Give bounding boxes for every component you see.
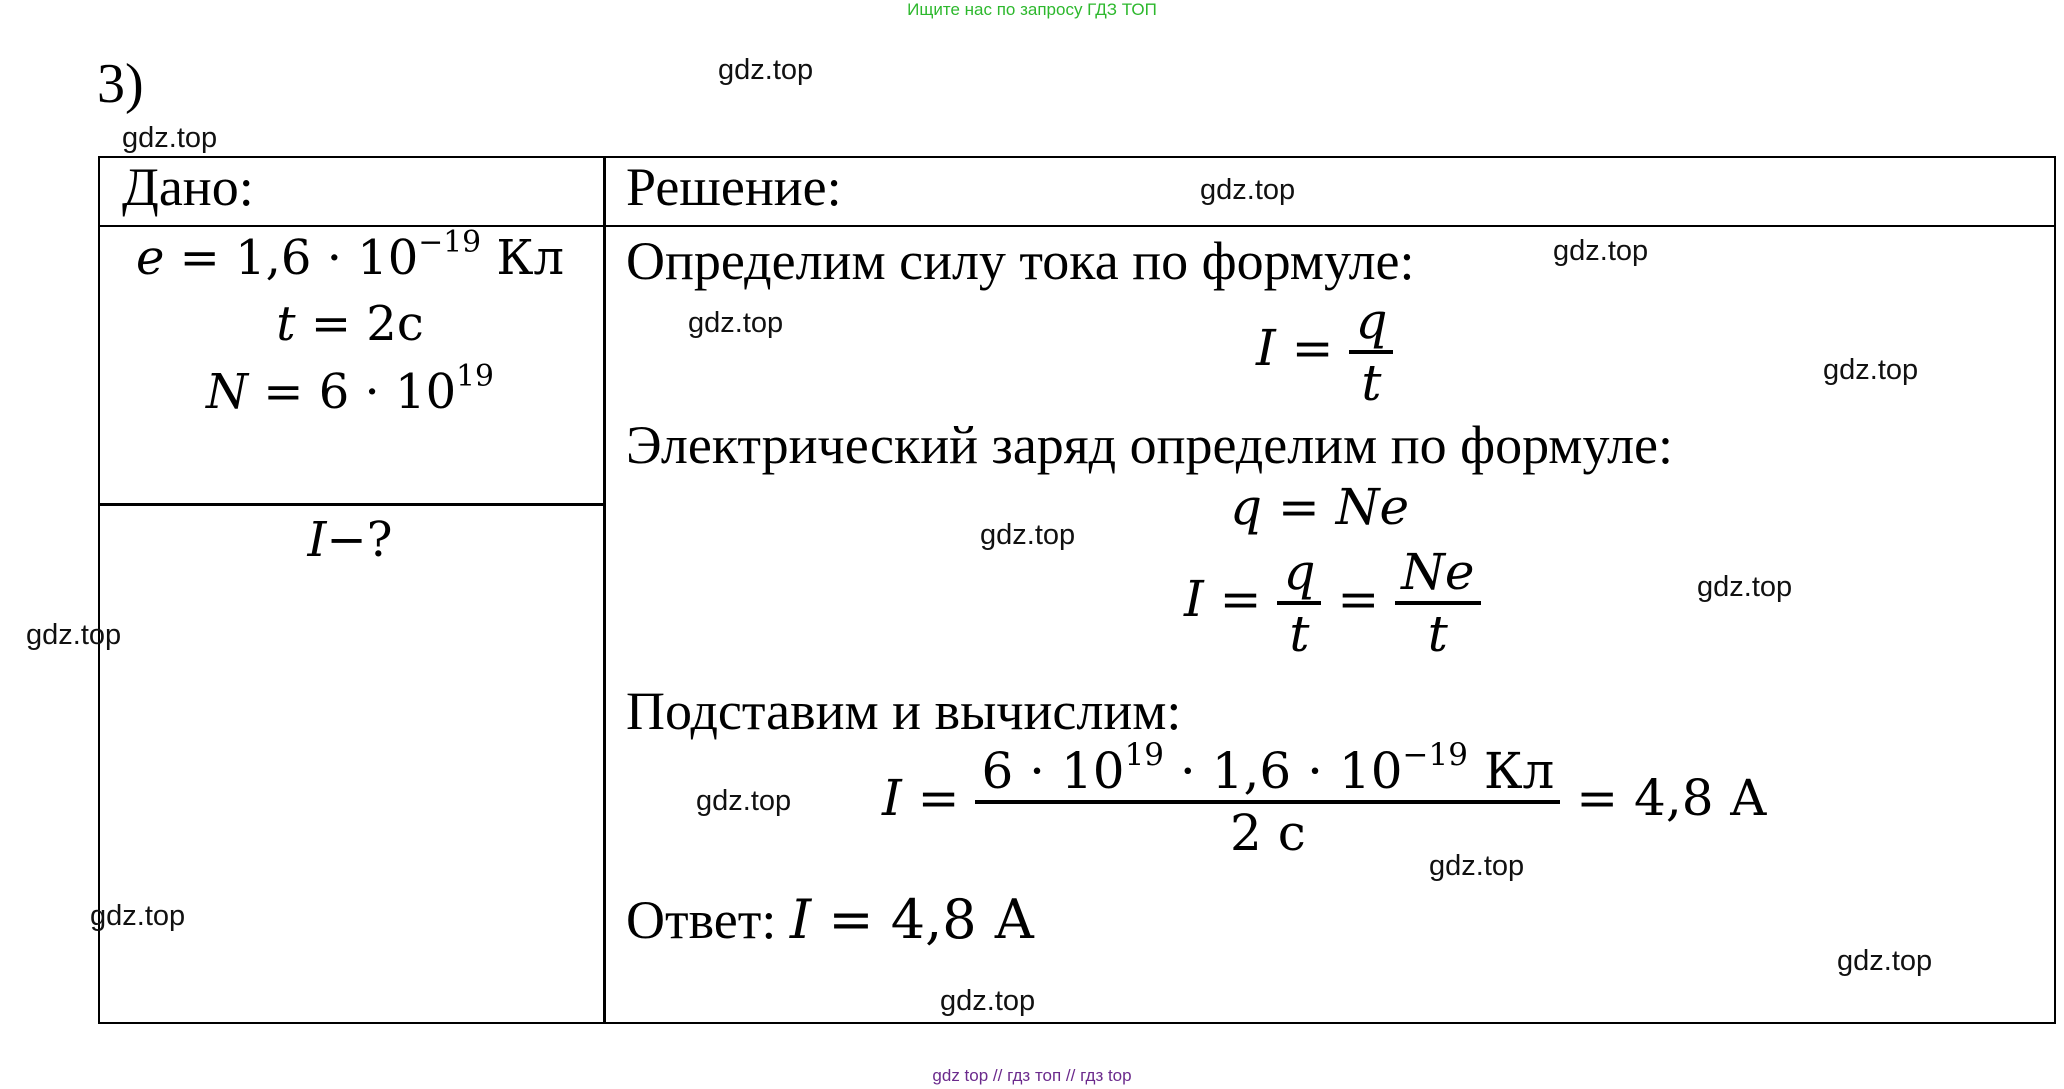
watermark-text: gdz.top bbox=[1697, 571, 1793, 603]
top-banner: Ищите нас по запросу ГДЗ ТОП bbox=[907, 0, 1157, 19]
watermark-text: gdz.top bbox=[1200, 174, 1296, 206]
watermark-text: gdz.top bbox=[1837, 945, 1933, 977]
watermark-text: gdz.top bbox=[1553, 235, 1649, 267]
step2-text: Электрический заряд определим по формуле: bbox=[626, 415, 1674, 475]
watermark-text: gdz.top bbox=[1429, 850, 1525, 882]
problem-number: 3) bbox=[97, 53, 144, 115]
given-time: t = 2с bbox=[276, 296, 424, 352]
formula-charge: q = Ne bbox=[1230, 478, 1410, 536]
watermark-text: gdz.top bbox=[980, 519, 1076, 551]
footer-links: gdz top // гдз топ // гдз top bbox=[932, 1066, 1132, 1085]
table-divider-vertical bbox=[603, 158, 606, 1022]
given-header: Дано: bbox=[122, 157, 254, 217]
solution-header: Решение: bbox=[626, 157, 842, 217]
watermark-text: gdz.top bbox=[688, 307, 784, 339]
step1-text: Определим силу тока по формуле: bbox=[626, 231, 1415, 291]
answer: Ответ: I = 4,8 А bbox=[626, 888, 1035, 951]
table-divider-given bbox=[100, 503, 605, 506]
watermark-text: gdz.top bbox=[122, 122, 218, 154]
watermark-text: gdz.top bbox=[26, 619, 122, 651]
given-charge: $e = 1,6 \cdot 10^{-19}$ Кл bbox=[135, 224, 565, 286]
table-divider-header bbox=[100, 225, 2054, 227]
formula-current: I = $\frac{q}{t}$ bbox=[1256, 292, 1393, 412]
watermark-text: gdz.top bbox=[718, 54, 814, 86]
watermark-text: gdz.top bbox=[90, 900, 186, 932]
given-count: $N = 6 \cdot 10^{19}$ bbox=[206, 358, 494, 420]
watermark-text: gdz.top bbox=[940, 985, 1036, 1017]
step3-text: Подставим и вычислим: bbox=[626, 681, 1182, 741]
formula-current-substituted: I = $\frac{q}{t}$ = $\frac{Ne}{t}$ bbox=[1184, 543, 1481, 663]
find-current: I−? bbox=[307, 512, 393, 568]
formula-calculation: I = $\frac{6 \cdot 10^{19} \cdot 1,6 \cdot 10^{-19} Кл}{2 с}$ = 4,8 А bbox=[882, 736, 1768, 862]
watermark-text: gdz.top bbox=[1823, 354, 1919, 386]
watermark-text: gdz.top bbox=[696, 785, 792, 817]
